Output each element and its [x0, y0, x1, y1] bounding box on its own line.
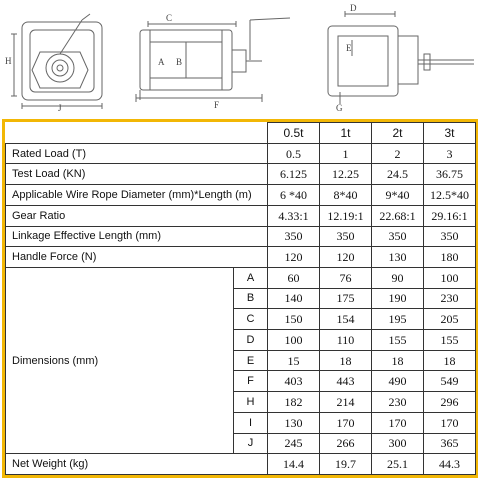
table-cell: 300 — [372, 433, 424, 454]
header-blank-cell — [6, 123, 268, 144]
dimension-code: H — [234, 392, 268, 413]
dim-label-j: J — [58, 103, 62, 113]
dim-label-h: H — [5, 56, 12, 66]
spec-table-frame — [2, 119, 478, 478]
dimension-code: F — [234, 371, 268, 392]
table-row-dimension-a — [6, 267, 476, 288]
winch-drawings-svg — [0, 0, 480, 116]
row-label: Applicable Wire Rope Diameter (mm)*Length (m) — [6, 185, 268, 206]
table-cell: 214 — [320, 392, 372, 413]
table-cell: 24.5 — [372, 164, 424, 185]
table-cell: 19.7 — [320, 454, 372, 475]
table-row — [6, 226, 476, 247]
table-cell: 8*40 — [320, 185, 372, 206]
table-cell: 155 — [424, 330, 476, 351]
table-cell: 100 — [268, 330, 320, 351]
table-cell: 12.5*40 — [424, 185, 476, 206]
table-row-net-weight — [6, 454, 476, 475]
table-cell: 490 — [372, 371, 424, 392]
table-cell: 90 — [372, 267, 424, 288]
table-cell: 205 — [424, 309, 476, 330]
table-cell: 120 — [320, 247, 372, 268]
table-cell: 4.33:1 — [268, 205, 320, 226]
table-cell: 14.4 — [268, 454, 320, 475]
table-cell: 3 — [424, 143, 476, 164]
table-cell: 154 — [320, 309, 372, 330]
table-cell: 266 — [320, 433, 372, 454]
table-cell: 350 — [372, 226, 424, 247]
table-cell: 22.68:1 — [372, 205, 424, 226]
dimension-code: E — [234, 350, 268, 371]
end-view-drawing — [328, 11, 474, 104]
table-cell: 155 — [372, 330, 424, 351]
dim-label-e: E — [346, 43, 352, 53]
dim-label-a: A — [158, 57, 165, 67]
table-cell: 549 — [424, 371, 476, 392]
front-view-drawing — [11, 14, 102, 109]
row-label: Handle Force (N) — [6, 247, 268, 268]
table-row — [6, 247, 476, 268]
column-header: 0.5t — [268, 123, 320, 144]
table-cell: 296 — [424, 392, 476, 413]
table-cell: 443 — [320, 371, 372, 392]
table-cell: 1 — [320, 143, 372, 164]
table-cell: 76 — [320, 267, 372, 288]
table-row — [6, 143, 476, 164]
table-cell: 9*40 — [372, 185, 424, 206]
dimension-code: I — [234, 412, 268, 433]
dimension-code: C — [234, 309, 268, 330]
table-cell: 180 — [424, 247, 476, 268]
row-label: Gear Ratio — [6, 205, 268, 226]
table-cell: 130 — [268, 412, 320, 433]
dim-label-f: F — [214, 100, 220, 110]
table-cell: 29.16:1 — [424, 205, 476, 226]
dim-label-d: D — [350, 3, 357, 13]
column-header: 1t — [320, 123, 372, 144]
column-header: 3t — [424, 123, 476, 144]
table-cell: 12.19:1 — [320, 205, 372, 226]
table-row — [6, 205, 476, 226]
table-row — [6, 185, 476, 206]
dimension-code: B — [234, 288, 268, 309]
table-header-row — [6, 123, 476, 144]
table-cell: 6 *40 — [268, 185, 320, 206]
technical-drawings — [0, 0, 480, 116]
row-label: Test Load (KN) — [6, 164, 268, 185]
dim-label-c: C — [166, 13, 173, 23]
table-cell: 60 — [268, 267, 320, 288]
row-label: Linkage Effective Length (mm) — [6, 226, 268, 247]
table-cell: 18 — [320, 350, 372, 371]
table-cell: 44.3 — [424, 454, 476, 475]
dim-label-b: B — [176, 57, 183, 67]
row-label: Net Weight (kg) — [6, 454, 268, 475]
dimensions-label: Dimensions (mm) — [6, 267, 234, 453]
table-cell: 170 — [424, 412, 476, 433]
table-cell: 182 — [268, 392, 320, 413]
spec-table — [5, 122, 476, 475]
table-cell: 12.25 — [320, 164, 372, 185]
dim-label-g: G — [336, 103, 343, 113]
table-cell: 100 — [424, 267, 476, 288]
table-cell: 350 — [268, 226, 320, 247]
table-cell: 6.125 — [268, 164, 320, 185]
table-cell: 140 — [268, 288, 320, 309]
table-cell: 2 — [372, 143, 424, 164]
table-cell: 230 — [424, 288, 476, 309]
table-cell: 130 — [372, 247, 424, 268]
table-cell: 170 — [320, 412, 372, 433]
table-cell: 365 — [424, 433, 476, 454]
table-cell: 170 — [372, 412, 424, 433]
table-cell: 120 — [268, 247, 320, 268]
table-cell: 175 — [320, 288, 372, 309]
row-label: Rated Load (T) — [6, 143, 268, 164]
table-cell: 36.75 — [424, 164, 476, 185]
table-cell: 230 — [372, 392, 424, 413]
table-cell: 195 — [372, 309, 424, 330]
dimension-code: A — [234, 267, 268, 288]
table-cell: 245 — [268, 433, 320, 454]
table-cell: 18 — [372, 350, 424, 371]
table-cell: 350 — [424, 226, 476, 247]
table-cell: 15 — [268, 350, 320, 371]
table-cell: 110 — [320, 330, 372, 351]
dimension-code: J — [234, 433, 268, 454]
table-row — [6, 164, 476, 185]
table-cell: 190 — [372, 288, 424, 309]
table-cell: 150 — [268, 309, 320, 330]
column-header: 2t — [372, 123, 424, 144]
table-cell: 25.1 — [372, 454, 424, 475]
table-cell: 0.5 — [268, 143, 320, 164]
table-cell: 350 — [320, 226, 372, 247]
table-cell: 403 — [268, 371, 320, 392]
table-cell: 18 — [424, 350, 476, 371]
dimension-code: D — [234, 330, 268, 351]
